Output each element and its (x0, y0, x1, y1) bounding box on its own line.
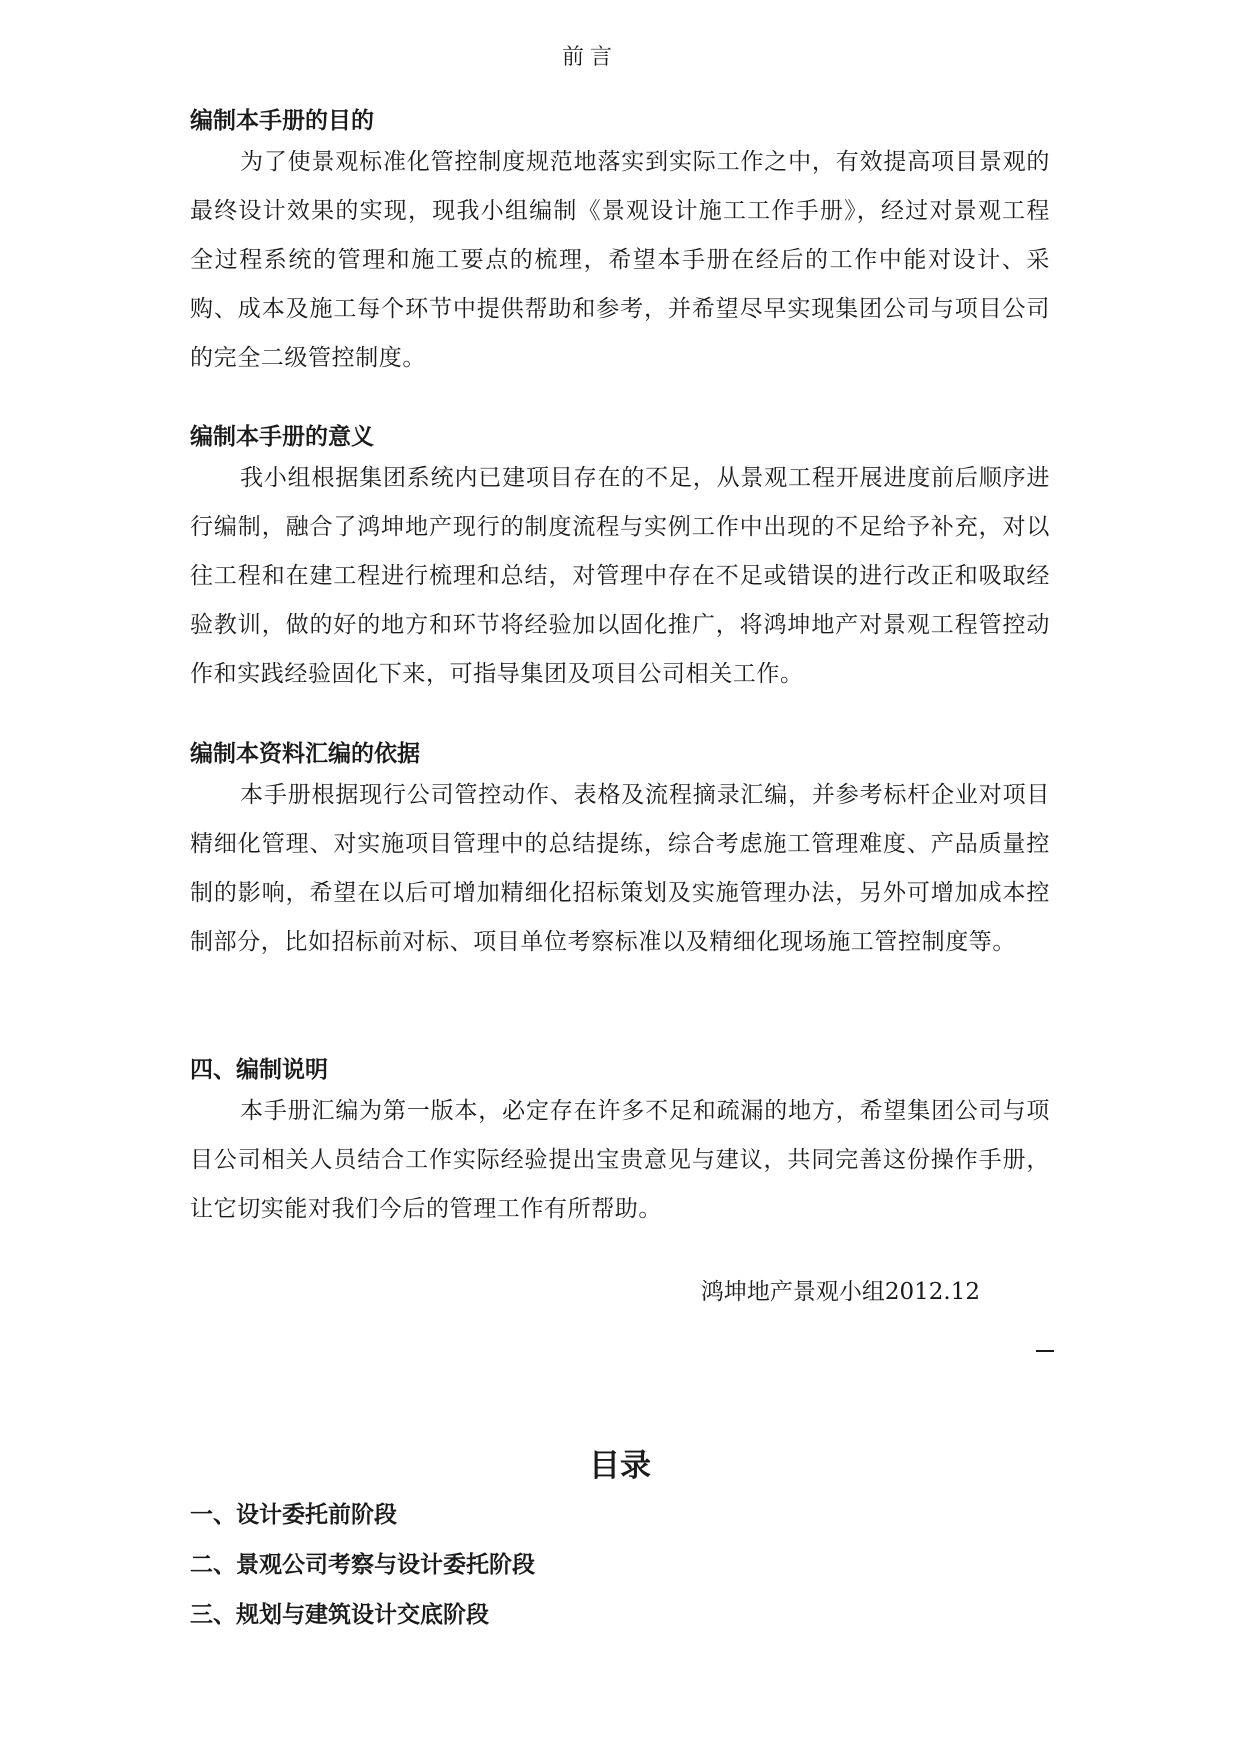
toc-item[interactable]: 二、景观公司考察与设计委托阶段 (190, 1552, 535, 1578)
signature: 鸿坤地产景观小组2012.12 (700, 1279, 980, 1305)
toc-title: 目录 (589, 1448, 651, 1484)
toc-item[interactable]: 一、设计委托前阶段 (190, 1502, 397, 1528)
section-heading-purpose: 编制本手册的目的 (190, 108, 374, 134)
section-body-notes: 本手册汇编为第一版本，必定存在许多不足和疏漏的地方，希望集团公司与项目公司相关人员结合工作实际经验提出宝贵意见与建议，共同完善这份操作手册，让它切实能对我们今后的管理工作有所帮助。 (190, 1098, 1050, 1222)
page-title: 前言 (561, 45, 618, 70)
section-heading-basis: 编制本资料汇编的依据 (190, 741, 420, 767)
section-heading-notes: 四、编制说明 (190, 1057, 328, 1083)
toc-item[interactable]: 三、规划与建筑设计交底阶段 (190, 1602, 489, 1628)
section-body-purpose: 为了使景观标准化管控制度规范地落实到实际工作之中，有效提高项目景观的最终设计效果的实现，现我小组编制《景观设计施工工作手册》，经过对景观工程全过程系统的管理和施工要点的梳理，希望本手册在经后的工作中能对设计、采购、成本及施工每个环节中提供帮助和参考，并希望尽早实现集团公司与项目公司的完全二级管控制度。 (190, 149, 1050, 371)
section-heading-significance: 编制本手册的意义 (190, 424, 374, 450)
section-body-basis: 本手册根据现行公司管控动作、表格及流程摘录汇编，并参考标杆企业对项目精细化管理、对实施项目管理中的总结提练，综合考虑施工管理难度、产品质量控制的影响，希望在以后可增加精细化招标策划及实施管理办法，另外可增加成本控制部分，比如招标前对标、项目单位考察标准以及精细化现场施工管控制度等。 (190, 782, 1050, 955)
section-body-significance: 我小组根据集团系统内已建项目存在的不足，从景观工程开展进度前后顺序进行编制，融合了鸿坤地产现行的制度流程与实例工作中出现的不足给予补充，对以往工程和在建工程进行梳理和总结，对管理中存在不足或错误的进行改正和吸取经验教训，做的好的地方和环节将经验加以固化推广，将鸿坤地产对景观工程管控动作和实践经验固化下来，可指导集团及项目公司相关工作。 (190, 465, 1050, 687)
page-break-mark (1036, 1350, 1054, 1352)
